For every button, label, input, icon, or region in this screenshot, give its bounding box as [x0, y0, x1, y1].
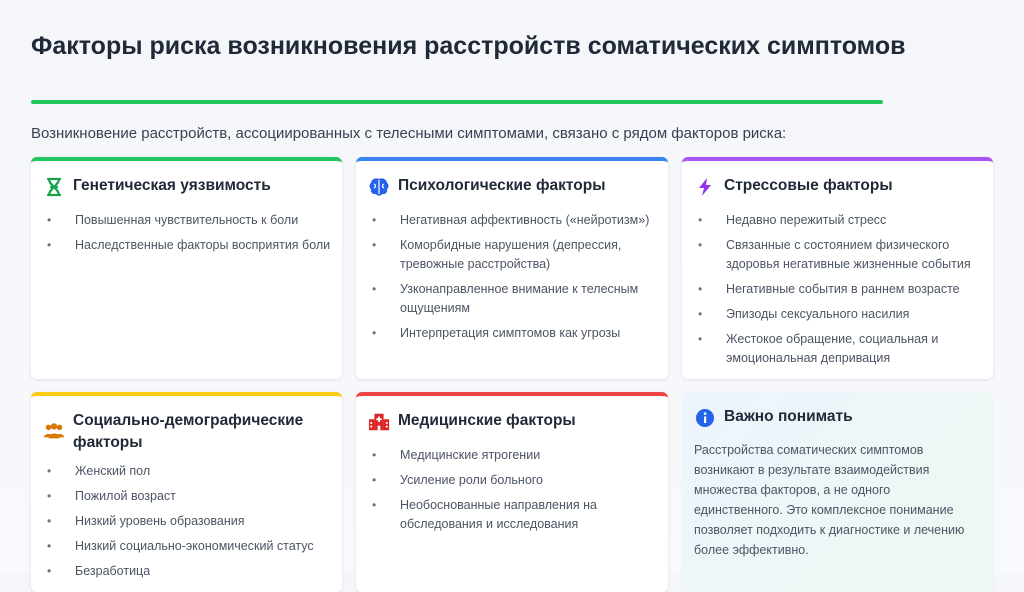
list-item: • Жестокое обращение, социальная и эмоциональная депривация — [696, 330, 986, 368]
list-item: • Усиление роли больного — [370, 471, 660, 490]
card-title: Генетическая уязвимость — [73, 177, 271, 194]
card-social-demographic — [31, 392, 342, 592]
item-list — [696, 211, 986, 374]
list-item: • Низкий уровень образования — [45, 512, 342, 531]
list-item: • Безработица — [45, 562, 342, 581]
list-item: • Медицинские ятрогении — [370, 446, 660, 465]
title-underline — [31, 100, 883, 104]
info-icon — [694, 407, 716, 429]
card-title: Стрессовые факторы — [724, 177, 893, 194]
item-list — [45, 462, 342, 587]
card-title: Психологические факторы — [398, 177, 606, 194]
dna-icon — [43, 176, 65, 198]
item-list — [45, 211, 342, 261]
list-item: • Коморбидные нарушения (депрессия, тревожные расстройства) — [370, 236, 660, 274]
list-item: • Необоснованные направления на обследования и исследования — [370, 496, 660, 534]
card-stress — [682, 157, 993, 379]
item-list — [370, 211, 660, 349]
list-item: • Интерпретация симптомов как угрозы — [370, 324, 660, 343]
list-item: • Низкий социально-экономический статус — [45, 537, 342, 556]
page-title: Факторы риска возникновения расстройств соматических симптомов — [31, 32, 906, 60]
card-genetic — [31, 157, 342, 379]
card-important-note — [682, 392, 993, 592]
brain-icon — [368, 176, 390, 198]
list-item: • Связанные с состоянием физического здоровья негативные жизненные события — [696, 236, 986, 274]
list-item: • Эпизоды сексуального насилия — [696, 305, 986, 324]
list-item: • Женский пол — [45, 462, 342, 481]
item-list — [370, 446, 660, 540]
card-title: Медицинские факторы — [398, 412, 576, 429]
note-text: Расстройства соматических симптомов возникают в результате взаимодействия множества факторов, а не одного единственного. Это комплексное понимание позволяет подходить к диагностике и лечению более эффективно. — [694, 443, 965, 557]
card-title: Важно понимать — [724, 408, 853, 425]
list-item: • Негативные события в раннем возрасте — [696, 280, 986, 299]
list-item: • Пожилой возраст — [45, 487, 342, 506]
list-item: • Узконаправленное внимание к телесным ощущениям — [370, 280, 660, 318]
hospital-icon — [368, 411, 390, 433]
list-item: • Недавно пережитый стресс — [696, 211, 986, 230]
people-icon — [43, 420, 65, 442]
lightning-icon — [694, 176, 716, 198]
list-item: • Повышенная чувствительность к боли — [45, 211, 342, 230]
list-item: • Наследственные факторы восприятия боли — [45, 236, 342, 255]
card-psychological — [356, 157, 668, 379]
card-medical — [356, 392, 668, 592]
card-title: Социально-демографические факторы — [73, 412, 304, 451]
list-item: • Негативная аффективность («нейротизм») — [370, 211, 660, 230]
intro-text: Возникновение расстройств, ассоциированных с телесными симптомами, связано с рядом факторов риска: — [31, 125, 787, 142]
